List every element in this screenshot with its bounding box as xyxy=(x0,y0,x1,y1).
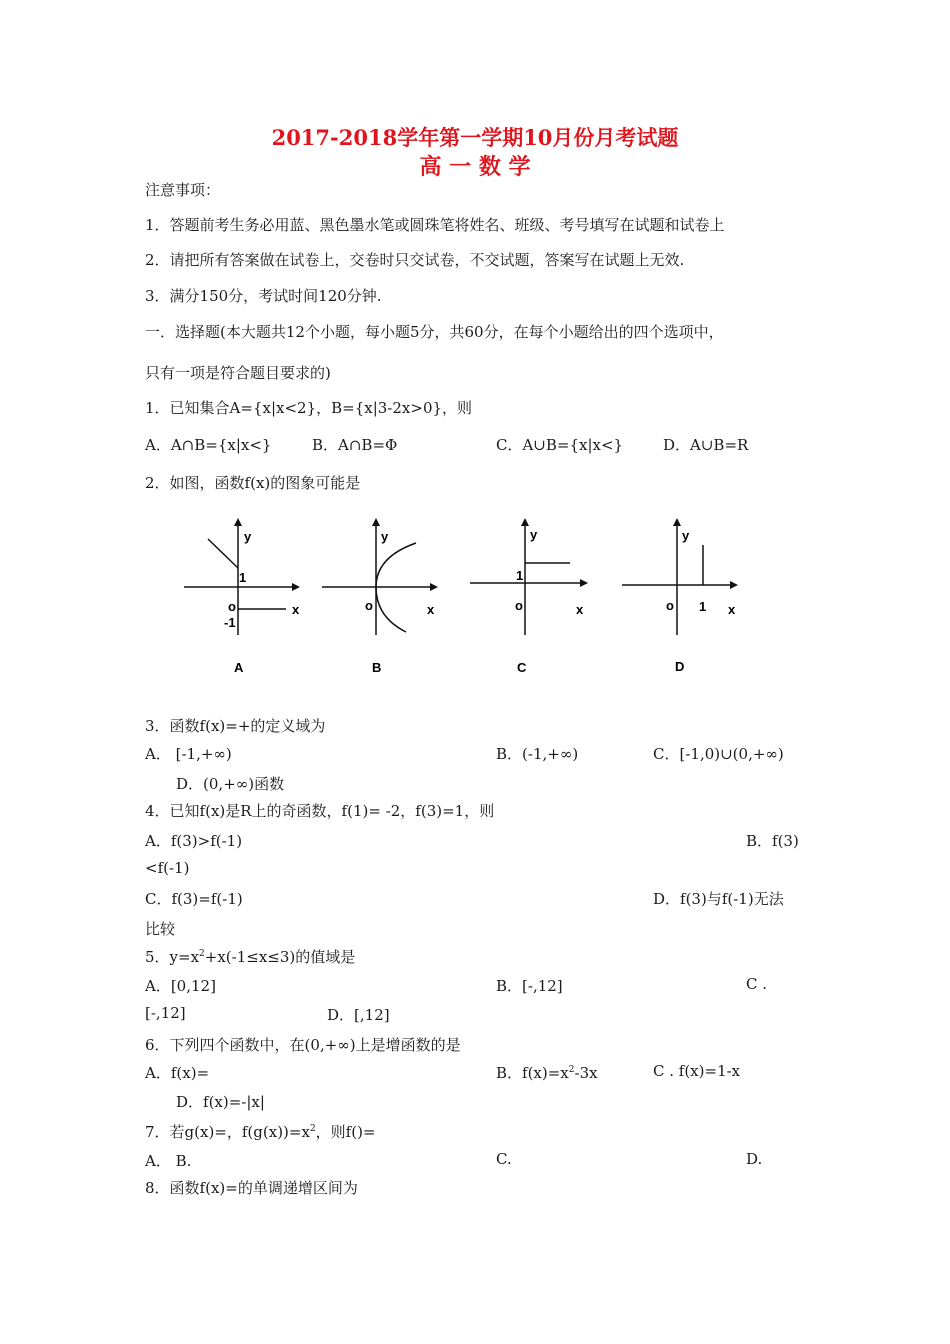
question-4-stem: 4．已知f(x)是R上的奇函数，f(1)= -2，f(3)=1，则 xyxy=(145,802,495,820)
graph-label-d: D xyxy=(675,659,685,674)
graph-b xyxy=(322,520,436,675)
graph-label-c: C xyxy=(517,660,527,675)
question-5-stem: 5．$y=x^2+x(-1\le x\le 3)$的值域是 xyxy=(145,948,356,966)
origin-label: o xyxy=(515,598,523,613)
q6-option-b: B．$f(x)=x^2-3x$ xyxy=(496,1064,598,1082)
y-axis-label: y xyxy=(682,528,690,543)
q5-option-c-cont: [-,12] xyxy=(145,1004,186,1022)
q5-option-b: B．[-,12] xyxy=(496,977,563,995)
x-axis-label: x xyxy=(427,602,435,617)
q4-option-d: D．f(3)与f(-1)无法 xyxy=(653,890,784,908)
section-heading: 一．选择题(本大题共12个小题，每小题5分，共60分，在每个小题给出的四个选项中， xyxy=(145,323,724,341)
note-item: 3．满分150分，考试时间120分钟. xyxy=(145,287,382,305)
q7-option-d: D. xyxy=(746,1150,763,1168)
q5-option-d: D．[,12] xyxy=(327,1006,390,1024)
graph-d xyxy=(622,520,736,674)
q4-option-c: C．f(3)=f(-1) xyxy=(145,890,243,908)
question-6-stem: 6．下列四个函数中，在(0,+∞)上是增函数的是 xyxy=(145,1036,461,1054)
y-axis-label: y xyxy=(530,527,538,542)
q6-option-c: C . f(x)=1-x xyxy=(653,1062,741,1080)
q4-option-d-cont: 比较 xyxy=(145,920,176,938)
x-axis-label: x xyxy=(292,602,300,617)
origin-label: o xyxy=(666,598,674,613)
question-7-stem: 7．若g(x)=，$f(g(x))=x^2$，则f()= xyxy=(145,1123,376,1141)
q5-option-a: A．[0,12] xyxy=(145,977,216,995)
q3-option-d: D．(0,+∞)函数 xyxy=(176,775,285,793)
graph-label-a: A xyxy=(234,660,244,675)
exam-subject: 高 一 数 学 xyxy=(419,154,531,180)
y-axis-label: y xyxy=(244,529,252,544)
tick-one-label: 1 xyxy=(239,570,247,585)
q4-option-b-cont: <f(-1) xyxy=(145,859,190,877)
q3-option-a: A． [-1,+∞) xyxy=(145,745,232,763)
tick-neg-one-label: -1 xyxy=(224,615,236,630)
q1-option-c: C．A∪B={x|x<} xyxy=(496,436,624,454)
question-2-stem: 2．如图，函数f(x)的图象可能是 xyxy=(145,474,361,492)
function-graph-figure xyxy=(170,510,770,690)
y-axis-label: y xyxy=(381,529,389,544)
q3-option-b: B．(-1,+∞) xyxy=(496,745,579,763)
origin-label: o xyxy=(365,598,373,613)
q3-option-c: C．[-1,0)∪(0,+∞) xyxy=(653,745,784,763)
q4-option-a: A．f(3)>f(-1) xyxy=(145,832,243,850)
notes-heading: 注意事项： xyxy=(145,181,221,199)
q5-option-c: C . xyxy=(746,975,768,993)
graph-label-b: B xyxy=(372,660,382,675)
graph-c xyxy=(470,520,586,675)
x-axis-label: x xyxy=(576,602,584,617)
x-axis-label: x xyxy=(728,602,736,617)
q6-option-d: D．f(x)=-|x| xyxy=(176,1093,265,1111)
tick-one-label: 1 xyxy=(699,599,707,614)
q7-option-a: A． B. xyxy=(145,1152,192,1170)
tick-one-label: 1 xyxy=(516,568,524,583)
section-heading-cont: 只有一项是符合题目要求的) xyxy=(145,364,331,382)
graph-a xyxy=(184,520,300,675)
q1-option-a: A．A∩B={x|x<} xyxy=(145,436,272,454)
q6-option-a: A．f(x)= xyxy=(145,1064,210,1082)
note-item: 1．答题前考生务必用蓝、黑色墨水笔或圆珠笔将姓名、班级、考号填写在试题和试卷上 xyxy=(145,216,725,234)
exam-title: 2017-2018学年第一学期10月份月考试题 xyxy=(271,125,679,150)
question-8-stem: 8．函数f(x)=的单调递增区间为 xyxy=(145,1179,358,1197)
question-1-stem: 1．已知集合A={x|x<2}，B={x|3-2x>0}，则 xyxy=(145,399,473,417)
note-item: 2．请把所有答案做在试卷上，交卷时只交试卷，不交试题，答案写在试题上无效. xyxy=(145,251,685,269)
q1-option-b: B．A∩B=Φ xyxy=(312,436,398,454)
q1-option-d: D．A∪B=R xyxy=(663,436,749,454)
question-3-stem: 3．函数f(x)=+的定义域为 xyxy=(145,717,326,735)
q7-option-c: C. xyxy=(496,1150,512,1168)
origin-label: o xyxy=(228,599,236,614)
q4-option-b: B．f(3) xyxy=(746,832,799,850)
